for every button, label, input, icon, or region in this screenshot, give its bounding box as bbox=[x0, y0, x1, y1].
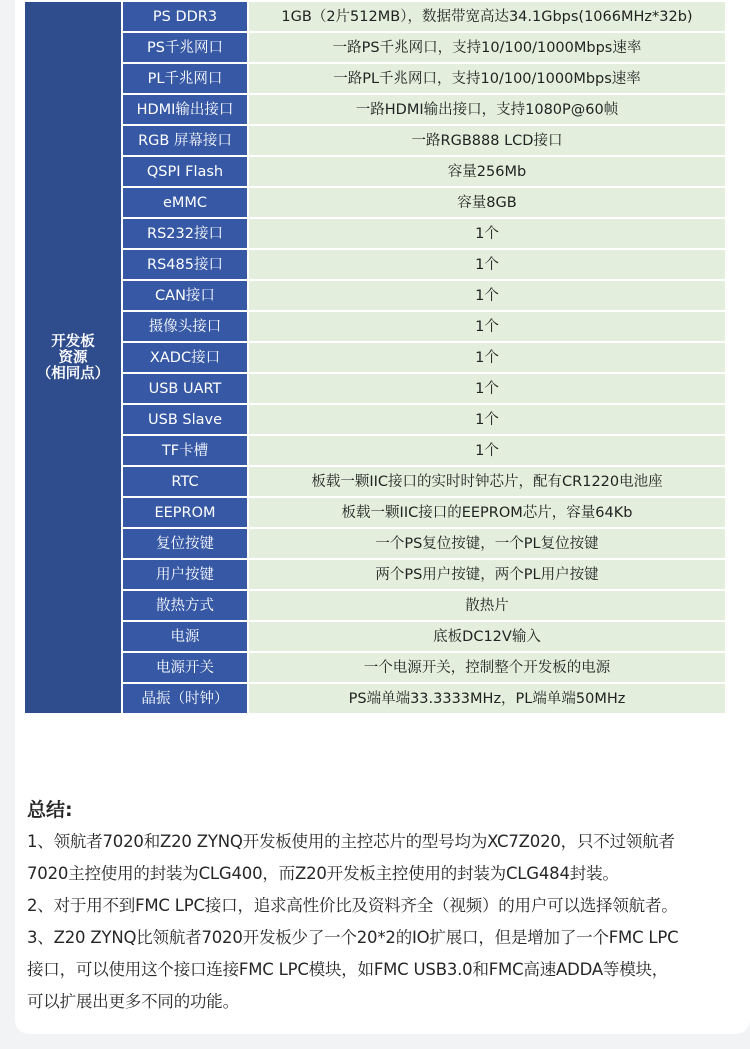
row-label: PS千兆网口 bbox=[122, 32, 248, 63]
row-label: TF卡槽 bbox=[122, 435, 248, 466]
row-value: 两个PS用户按键，两个PL用户按键 bbox=[248, 559, 726, 590]
row-value: 一路PL千兆网口，支持10/100/1000Mbps速率 bbox=[248, 63, 726, 94]
row-label: 电源开关 bbox=[122, 652, 248, 683]
table-row bbox=[24, 621, 726, 652]
row-value: 散热片 bbox=[248, 590, 726, 621]
summary-title: 总结: bbox=[27, 799, 73, 821]
row-value: 1个 bbox=[248, 435, 726, 466]
table-row bbox=[24, 652, 726, 683]
row-value: 底板DC12V输入 bbox=[248, 621, 726, 652]
table-row bbox=[24, 32, 726, 63]
table-row bbox=[24, 187, 726, 218]
row-value: 一个电源开关，控制整个开发板的电源 bbox=[248, 652, 726, 683]
table-row bbox=[24, 528, 726, 559]
row-label: PL千兆网口 bbox=[122, 63, 248, 94]
row-value: 1个 bbox=[248, 218, 726, 249]
summary-line: 7020主控使用的封装为CLG400，而Z20开发板主控使用的封装为CLG484封装。 bbox=[27, 864, 619, 883]
summary-line: 3、Z20 ZYNQ比领航者7020开发板少了一个20*2的IO扩展口，但是增加了一个FMC LPC bbox=[27, 928, 679, 947]
row-label: PS DDR3 bbox=[122, 1, 248, 32]
group-label-line: 资源 bbox=[58, 349, 88, 366]
row-label: XADC接口 bbox=[122, 342, 248, 373]
table-row bbox=[24, 342, 726, 373]
row-value: 1个 bbox=[248, 249, 726, 280]
summary-line: 1、领航者7020和Z20 ZYNQ开发板使用的主控芯片的型号均为XC7Z020，只不过领航者 bbox=[27, 832, 675, 851]
row-value: 板载一颗IIC接口的实时时钟芯片，配有CR1220电池座 bbox=[248, 466, 726, 497]
row-label: RTC bbox=[122, 466, 248, 497]
row-label: USB Slave bbox=[122, 404, 248, 435]
group-label-line: 开发板 bbox=[51, 333, 95, 350]
row-label: 摄像头接口 bbox=[122, 311, 248, 342]
table-row bbox=[24, 1, 726, 32]
spec-table bbox=[23, 0, 727, 715]
row-label: eMMC bbox=[122, 187, 248, 218]
row-value: 1个 bbox=[248, 373, 726, 404]
row-label: 晶振（时钟） bbox=[122, 683, 248, 714]
table-row bbox=[24, 311, 726, 342]
summary-line: 可以扩展出更多不同的功能。 bbox=[27, 992, 239, 1011]
group-label-line: （相同点） bbox=[36, 365, 110, 382]
row-value: 板载一颗IIC接口的EEPROM芯片，容量64Kb bbox=[248, 497, 726, 528]
row-label: EEPROM bbox=[122, 497, 248, 528]
row-label: 用户按键 bbox=[122, 559, 248, 590]
row-value: 一路RGB888 LCD接口 bbox=[248, 125, 726, 156]
table-row bbox=[24, 373, 726, 404]
summary-line: 接口，可以使用这个接口连接FMC LPC模块，如FMC USB3.0和FMC高速ADDA等模块， bbox=[27, 960, 669, 979]
table-row bbox=[24, 404, 726, 435]
row-value: 一个PS复位按键，一个PL复位按键 bbox=[248, 528, 726, 559]
row-value: 一路PS千兆网口，支持10/100/1000Mbps速率 bbox=[248, 32, 726, 63]
row-value: 1个 bbox=[248, 280, 726, 311]
table-row bbox=[24, 63, 726, 94]
row-label: RS232接口 bbox=[122, 218, 248, 249]
row-label: 散热方式 bbox=[122, 590, 248, 621]
table-row bbox=[24, 125, 726, 156]
row-value: 1GB（2片512MB），数据带宽高达34.1Gbps(1066MHz*32b) bbox=[248, 1, 726, 32]
summary-line: 2、对于用不到FMC LPC接口，追求高性价比及资料齐全（视频）的用户可以选择领航者。 bbox=[27, 896, 678, 915]
table-row bbox=[24, 280, 726, 311]
table-row bbox=[24, 249, 726, 280]
row-value: PS端单端33.3333MHz，PL端单端50MHz bbox=[248, 683, 726, 714]
row-label: QSPI Flash bbox=[122, 156, 248, 187]
table-row bbox=[24, 156, 726, 187]
row-label: USB UART bbox=[122, 373, 248, 404]
row-label: RS485接口 bbox=[122, 249, 248, 280]
table-row bbox=[24, 497, 726, 528]
row-value: 容量8GB bbox=[248, 187, 726, 218]
table-row bbox=[24, 683, 726, 714]
group-label bbox=[24, 1, 122, 714]
table-row bbox=[24, 435, 726, 466]
summary-text bbox=[27, 826, 733, 1018]
row-value: 1个 bbox=[248, 342, 726, 373]
spec-table-body bbox=[24, 1, 726, 714]
row-label: HDMI输出接口 bbox=[122, 94, 248, 125]
table-row bbox=[24, 94, 726, 125]
row-value: 一路HDMI输出接口，支持1080P@60帧 bbox=[248, 94, 726, 125]
table-row bbox=[24, 466, 726, 497]
row-value: 1个 bbox=[248, 404, 726, 435]
row-label: 复位按键 bbox=[122, 528, 248, 559]
row-label: CAN接口 bbox=[122, 280, 248, 311]
table-row bbox=[24, 590, 726, 621]
row-label: 电源 bbox=[122, 621, 248, 652]
summary-section bbox=[27, 794, 733, 1018]
row-label: RGB 屏幕接口 bbox=[122, 125, 248, 156]
row-value: 容量256Mb bbox=[248, 156, 726, 187]
row-value: 1个 bbox=[248, 311, 726, 342]
table-row bbox=[24, 218, 726, 249]
table-row bbox=[24, 559, 726, 590]
